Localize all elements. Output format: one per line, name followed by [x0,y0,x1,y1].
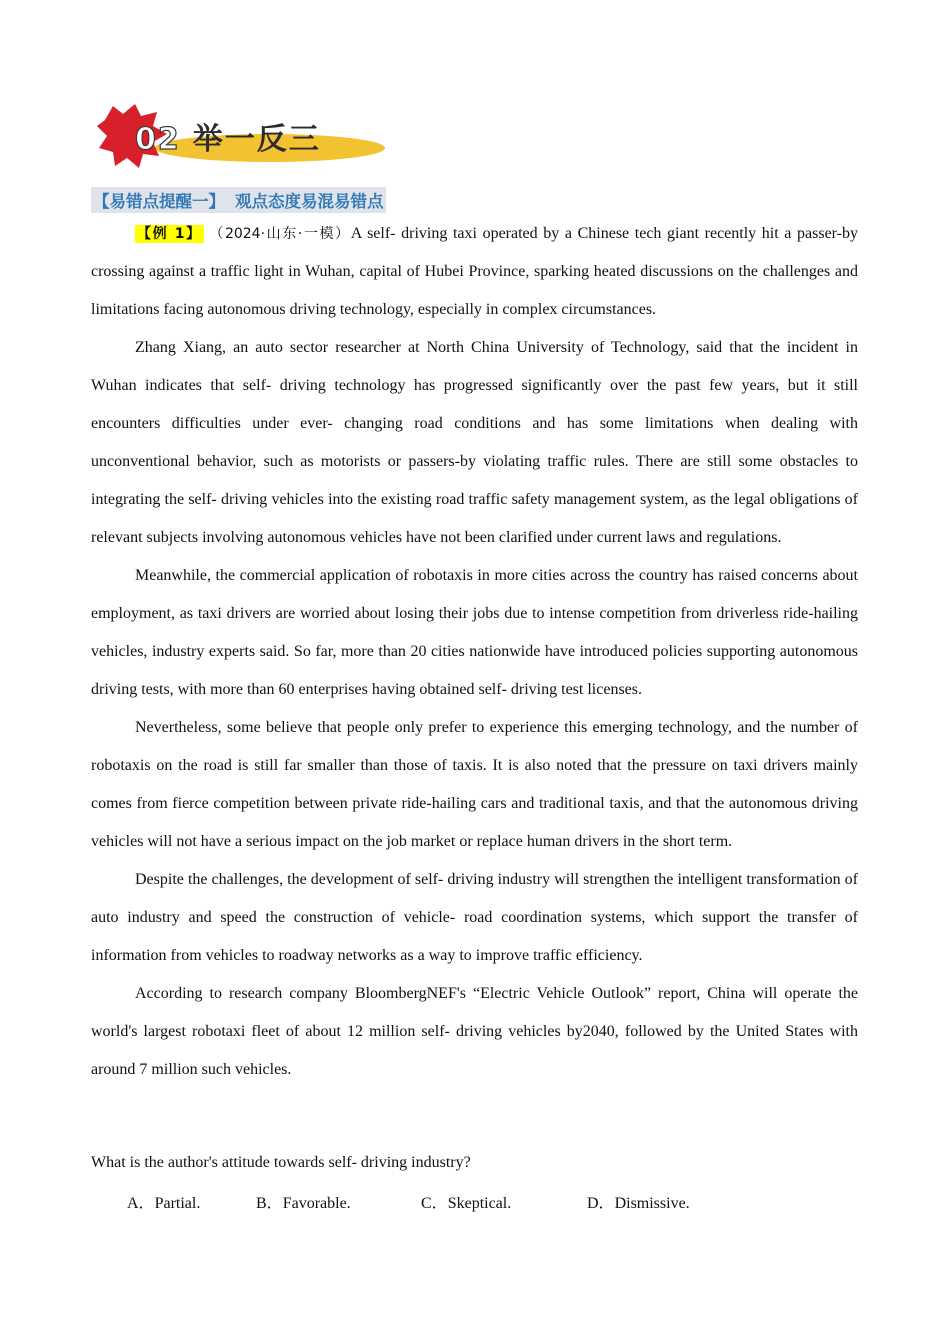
example-label: 【例 1】 [137,226,202,242]
question-text: What is the author's attitude towards self- driving industry? [91,1154,471,1171]
banner-title: 举一反三 [192,122,321,157]
option-text: Partial. [154,1195,201,1212]
option-letter: A． [127,1195,155,1212]
option-text: Dismissive. [614,1195,690,1212]
option-letter: C． [421,1195,448,1212]
option-d[interactable] [587,1190,690,1213]
section-heading [91,187,386,213]
passage-paragraph: Zhang Xiang, an auto sector researcher at North China University of Technology, said that the incident in Wuhan indicates that self- driving technology has progressed significantly over the past few years, but it still encounters difficulties under ever- changing road conditions and has some limitations when dealing with unconventional behavior, such as motorists or passers-by violating traffic rules. There are still some obstacles to integrating the self- driving vehicles into the existing road traffic safety management system, as the legal obligations of relevant subjects involving autonomous vehicles have not been clarified under current laws and regulations. [91,339,858,546]
section-banner [95,100,390,172]
example-source: （2024·山东·一模） [209,226,351,242]
passage-paragraph: Meanwhile, the commercial application of robotaxis in more cities across the country has raised concerns about employment, as taxi drivers are worried about losing their jobs due to intense competition from driverless ride-hailing vehicles, industry experts said. So far, more than 20 cities nationwide have introduced policies supporting autonomous driving tests, with more than 60 enterprises having obtained self- driving test licenses. [91,567,858,698]
example-text: A self- driving taxi operated by a Chinese tech giant recently hit a passer-by crossing against a traffic light in Wuhan, capital of Hubei Province, sparking heated discussions on the challenges and limitations facing autonomous driving technology, especially in complex circumstances. [91,225,859,318]
passage [91,215,858,1089]
section-bracket: 【易错点提醒一】 [93,192,225,211]
option-letter: B． [256,1195,283,1212]
option-b[interactable] [256,1190,351,1213]
passage-paragraph: Despite the challenges, the development of self- driving industry will strengthen the intelligent transformation of auto industry and speed the construction of vehicle- road coordination systems, which support the transfer of information from vehicles to roadway networks as a way to improve traffic efficiency. [91,871,858,964]
example-paragraph [91,215,858,329]
option-letter: D． [587,1195,615,1212]
banner-number: 02 [135,122,181,157]
option-text: Favorable. [282,1195,351,1212]
option-text: Skeptical. [447,1195,512,1212]
banner-label [135,114,321,158]
option-a[interactable] [127,1190,200,1213]
passage-paragraph: Nevertheless, some believe that people only prefer to experience this emerging technology, and the number of robotaxis on the road is still far smaller than those of taxis. It is also noted that the pressure on taxi drivers mainly comes from fierce competition between private ride-hailing cars and traditional taxis, and that the autonomous driving vehicles will not have a serious impact on the job market or replace human drivers in the short term. [91,719,858,850]
section-title: 观点态度易混易错点 [235,192,384,211]
passage-paragraph: According to research company BloombergNEF's “Electric Vehicle Outlook” report, China will operate the world's largest robotaxi fleet of about 12 million self- driving vehicles by2040, followed by the United States with around 7 million such vehicles. [91,985,858,1078]
option-c[interactable] [421,1190,511,1213]
